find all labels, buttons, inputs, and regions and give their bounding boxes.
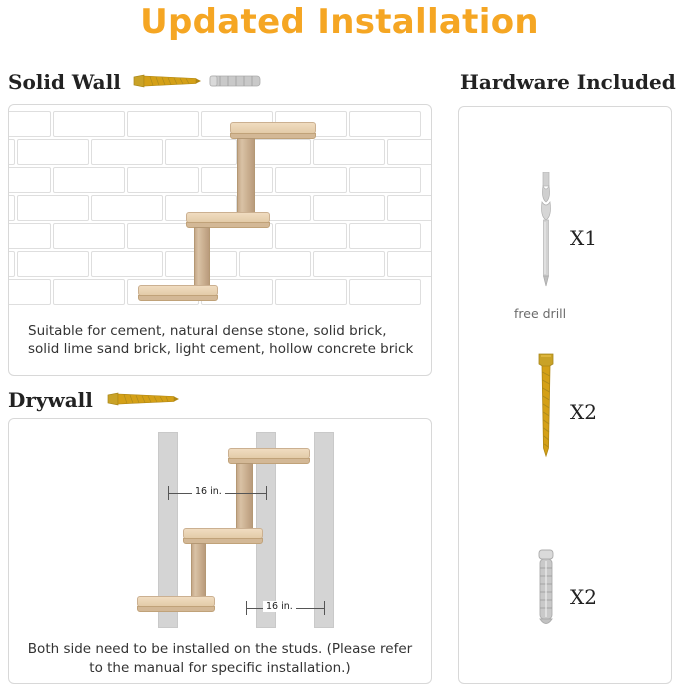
wall-anchor-icon	[534, 548, 558, 628]
sisal-post-top	[237, 138, 255, 218]
drywall-heading: Drywall	[8, 388, 93, 412]
dimension-upper-label: 16 in.	[192, 486, 225, 497]
wall-anchor-quantity: X2	[570, 585, 597, 609]
shelf-bottom-edge	[138, 295, 218, 301]
dimension-lower-label: 16 in.	[263, 601, 296, 612]
screw-quantity: X2	[570, 400, 597, 424]
solid-wall-caption: Suitable for cement, natural dense stone, solid brick, solid lime sand brick, light cement, hollow concrete brick	[28, 323, 414, 357]
screw-icon	[104, 390, 180, 408]
shelf-bottom-edge	[137, 606, 215, 612]
screw-icon	[536, 352, 556, 464]
stud-right	[314, 432, 334, 628]
drill-bit-quantity: X1	[570, 226, 597, 250]
hardware-included-heading: Hardware Included	[460, 70, 676, 94]
drill-bit-note: free drill	[514, 306, 567, 321]
hardware-panel	[458, 106, 672, 684]
drywall-caption: Both side need to be installed on the studs. (Please refer to the manual for specific installation.)	[27, 641, 413, 676]
page-title: Updated Installation	[140, 2, 539, 42]
sisal-post-middle	[191, 543, 206, 599]
sisal-post-middle	[194, 227, 210, 289]
solid-wall-heading: Solid Wall	[8, 70, 121, 94]
drill-bit-icon	[534, 172, 558, 290]
screw-icon	[130, 72, 202, 90]
wall-anchor-icon	[208, 73, 264, 89]
brick-wall-illustration	[9, 105, 431, 311]
sisal-post-top	[236, 463, 253, 533]
